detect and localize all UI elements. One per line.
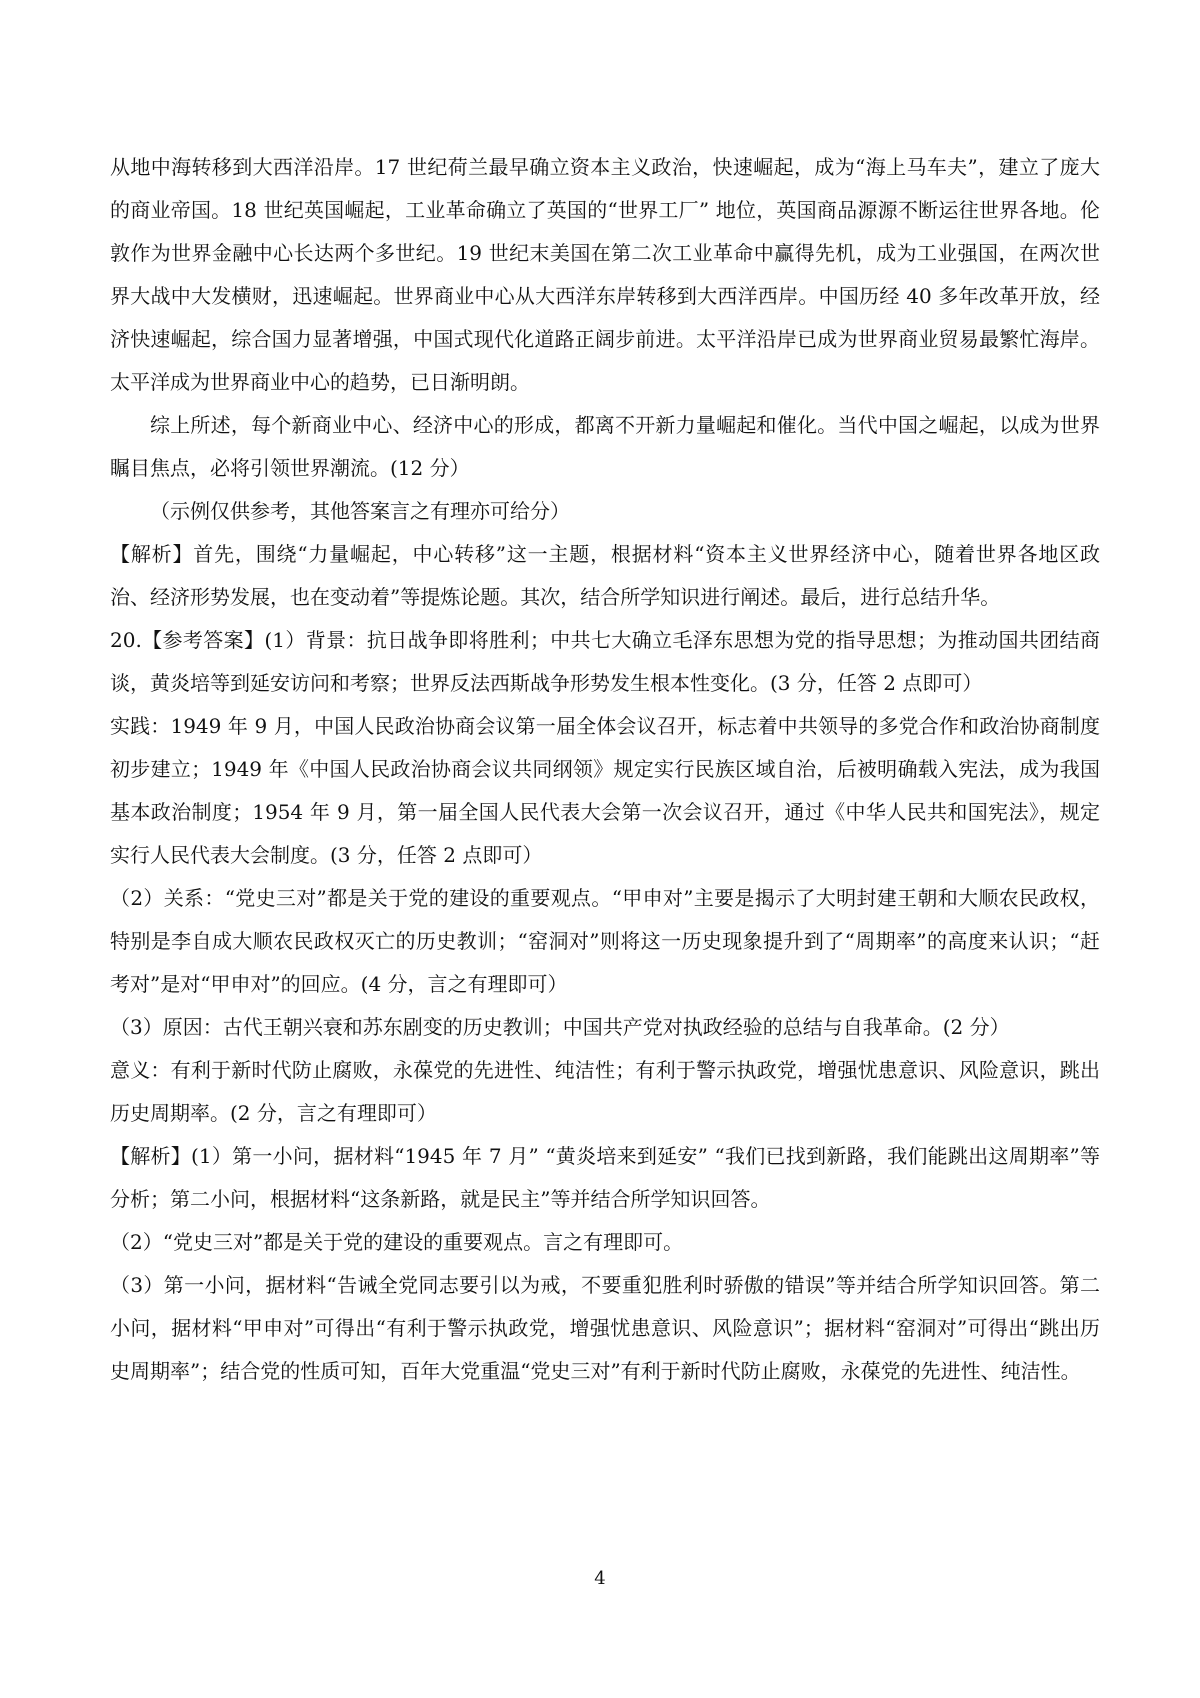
page-number: 4 (594, 1568, 606, 1589)
paragraph-note: （示例仅供参考，其他答案言之有理亦可给分） (150, 499, 570, 523)
paragraph-analysis-20-3: （3）第一小问，据材料“告诫全党同志要引以为戒，不要重犯胜利时骄傲的错误”等并结合所学知识回答。第二小问，据材料“甲申对”可得出“有利于警示执政党，增强忧患意识、风险意识”；据材料“窑洞对”可得出“跳出历史周期率”；结合党的性质可知，百年大党重温“党史三对”有利于新时代防止腐败，永葆党的先进性、纯洁性。 (110, 1273, 1100, 1383)
paragraph-analysis-20-1: 【解析】(1）第一小问，据材料“1945 年 7 月” “黄炎培来到延安” “我们已找到新路，我们能跳出这周期率”等分析；第二小问，根据材料“这条新路，就是民主”等并结合所学知识回答。 (110, 1144, 1100, 1211)
paragraph-answer-20-relation: （2）关系：“党史三对”都是关于党的建设的重要观点。“甲申对”主要是揭示了大明封建王朝和大顺农民政权，特别是李自成大顺农民政权灭亡的历史教训；“窑洞对”则将这一历史现象提升到了“周期率”的高度来认识；“赶考对”是对“甲申对”的回应。(4 分，言之有理即可） (110, 886, 1100, 996)
document-body (110, 146, 1100, 1393)
paragraph-answer-20-reason: （3）原因：古代王朝兴衰和苏东剧变的历史教训；中国共产党对执政经验的总结与自我革命。(2 分） (110, 1015, 1010, 1039)
paragraph-answer-20-practice: 实践：1949 年 9 月，中国人民政治协商会议第一届全体会议召开，标志着中共领导的多党合作和政治协商制度初步建立；1949 年《中国人民政治协商会议共同纲领》规定实行民族区域自治，后被明确载入宪法，成为我国基本政治制度；1954 年 9 月，第一届全国人民代表大会第一次会议召开，通过《中华人民共和国宪法》，规定实行人民代表大会制度。(3 分，任答 2 点即可） (110, 714, 1100, 867)
paragraph-commerce-history: 从地中海转移到大西洋沿岸。17 世纪荷兰最早确立资本主义政治，快速崛起，成为“海上马车夫”，建立了庞大的商业帝国。18 世纪英国崛起，工业革命确立了英国的“世界工厂” 地位，英国商品源源不断运往世界各地。伦敦作为世界金融中心长达两个多世纪。19 世纪末美国在第二次工业革命中赢得先机，成为工业强国，在两次世界大战中大发横财，迅速崛起。世界商业中心从大西洋东岸转移到大西洋西岸。中国历经 40 多年改革开放，经济快速崛起，综合国力显著增强，中国式现代化道路正阔步前进。太平洋沿岸已成为世界商业贸易最繁忙海岸。太平洋成为世界商业中心的趋势，已日渐明朗。 (110, 155, 1100, 394)
paragraph-answer-20-significance: 意义：有利于新时代防止腐败，永葆党的先进性、纯洁性；有利于警示执政党，增强忧患意识、风险意识，跳出历史周期率。(2 分，言之有理即可） (110, 1058, 1100, 1125)
paragraph-analysis-19: 【解析】首先，围绕“力量崛起，中心转移”这一主题，根据材料“资本主义世界经济中心，随着世界各地区政治、经济形势发展，也在变动着”等提炼论题。其次，结合所学知识进行阐述。最后，进行总结升华。 (110, 542, 1100, 609)
paragraph-analysis-20-2: （2）“党史三对”都是关于党的建设的重要观点。言之有理即可。 (110, 1230, 684, 1254)
paragraph-summary: 综上所述，每个新商业中心、经济中心的形成，都离不开新力量崛起和催化。当代中国之崛起，以成为世界瞩目焦点，必将引领世界潮流。(12 分） (110, 413, 1100, 480)
paragraph-answer-20-background: 20.【参考答案】(1）背景：抗日战争即将胜利；中共七大确立毛泽东思想为党的指导思想；为推动国共团结商谈，黄炎培等到延安访问和考察；世界反法西斯战争形势发生根本性变化。(3 分，任答 2 点即可） (110, 628, 1100, 695)
